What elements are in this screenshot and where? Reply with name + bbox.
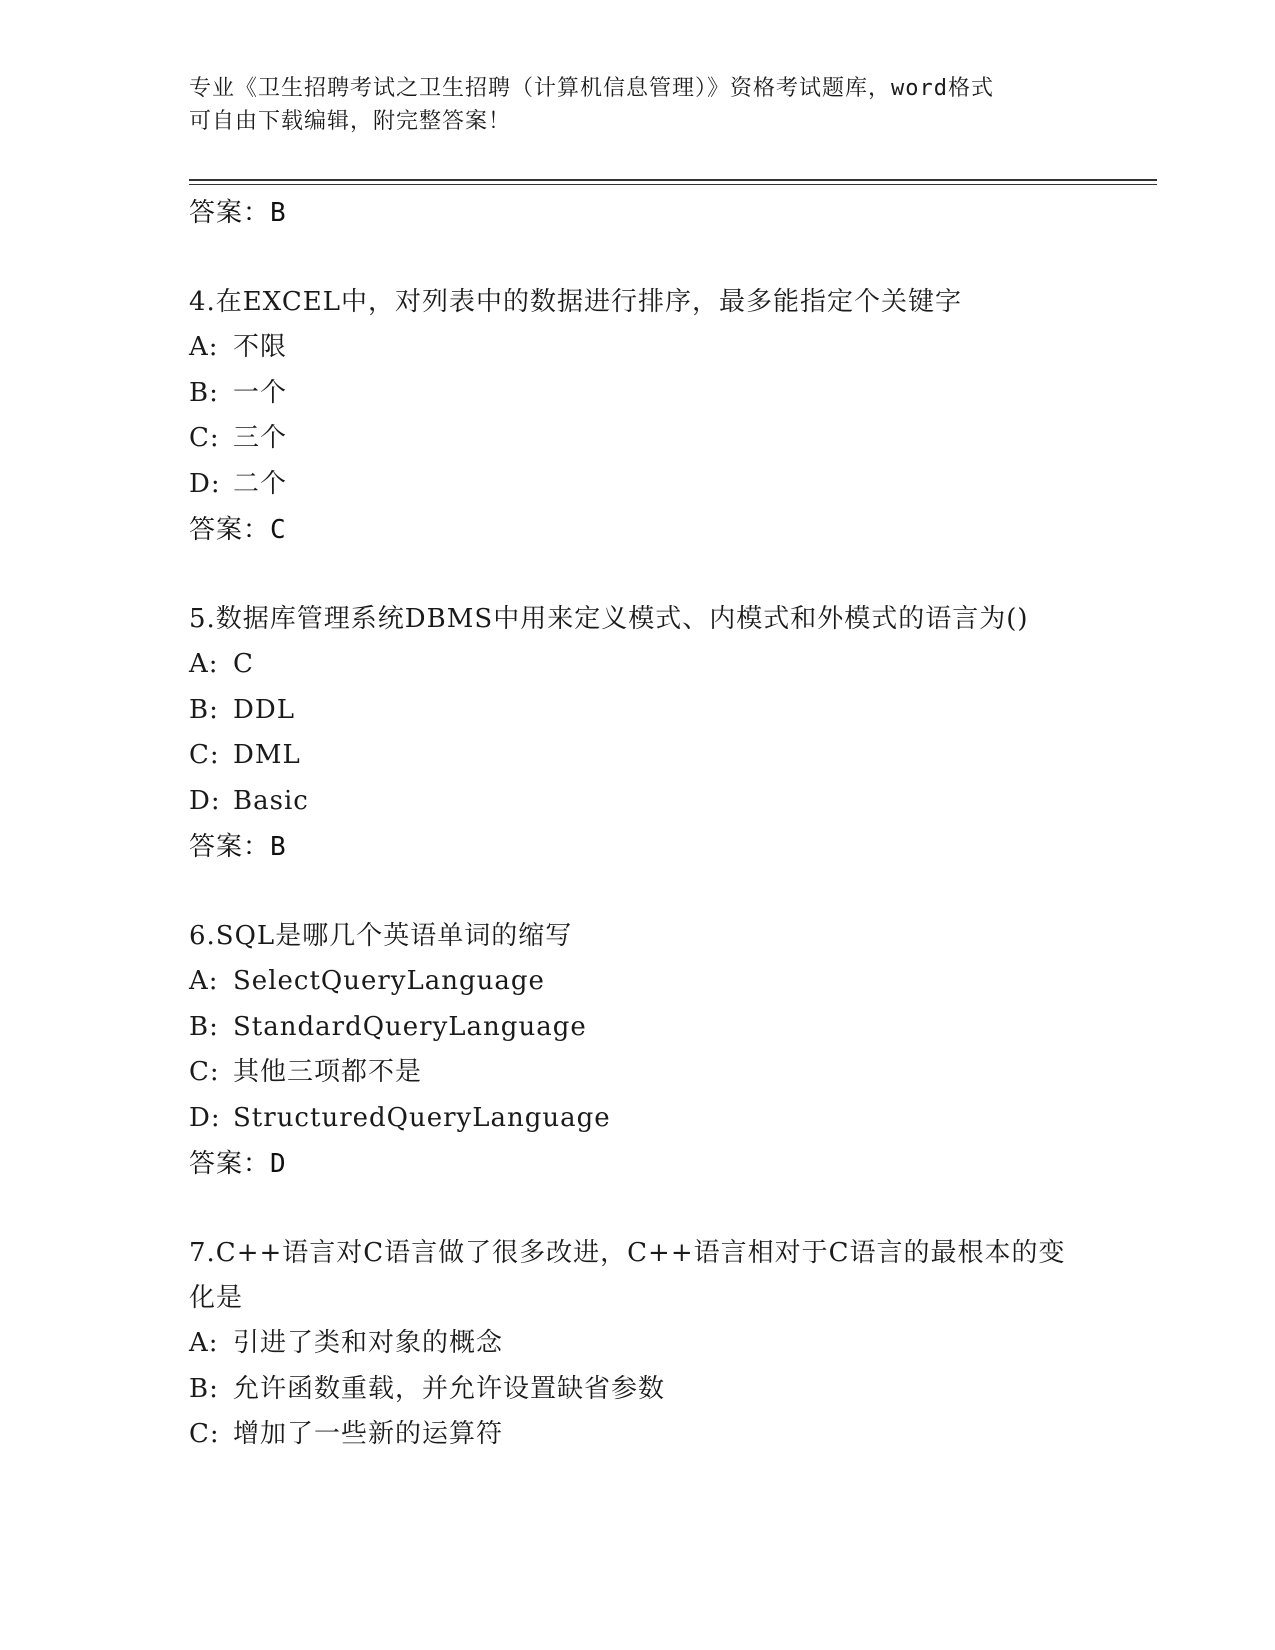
option-text: StandardQueryLanguage — [233, 1011, 587, 1042]
question-list — [189, 190, 1089, 1458]
spacer — [189, 1187, 1089, 1231]
option-letter: A: — [189, 332, 219, 362]
option-letter: C: — [189, 1057, 220, 1087]
option-text: 不限 — [233, 332, 288, 362]
option-letter: B: — [189, 1011, 219, 1042]
header-line-2: 可自由下载编辑，附完整答案！ — [189, 109, 512, 134]
option-text: 允许函数重载，并允许设置缺省参数 — [233, 1373, 666, 1404]
option-letter: A: — [189, 966, 219, 996]
question-7-option-a — [189, 1321, 1089, 1367]
option-text: 引进了类和对象的概念 — [233, 1328, 504, 1358]
question-7-option-b — [189, 1367, 1089, 1413]
option-letter: D: — [189, 1102, 221, 1133]
question-5-text: 5.数据库管理系统DBMS中用来定义模式、内模式和外模式的语言为() — [189, 604, 1029, 634]
option-letter: C: — [189, 1419, 220, 1449]
option-letter: B: — [189, 694, 219, 725]
spacer — [189, 236, 1089, 280]
question-4-option-a — [189, 325, 1089, 371]
question-4-option-b — [189, 371, 1089, 417]
option-text: DML — [233, 740, 301, 770]
option-letter: A: — [189, 1328, 219, 1358]
header-divider — [189, 179, 1157, 185]
option-letter: A: — [189, 649, 219, 679]
question-5-option-c — [189, 733, 1089, 779]
question-6-option-c — [189, 1050, 1089, 1096]
spacer — [189, 870, 1089, 914]
question-6-option-d — [189, 1096, 1089, 1142]
question-6-option-b — [189, 1005, 1089, 1051]
question-7-option-c — [189, 1412, 1089, 1458]
option-text: Basic — [233, 785, 309, 816]
answer-q6: 答案：D — [189, 1149, 287, 1179]
option-letter: D: — [189, 468, 221, 499]
question-6-option-a — [189, 959, 1089, 1005]
question-4-option-c — [189, 416, 1089, 462]
answer-q5: 答案：B — [189, 832, 287, 862]
question-4-text: 4.在EXCEL中，对列表中的数据进行排序，最多能指定个关键字 — [189, 287, 962, 317]
option-text: StructuredQueryLanguage — [233, 1102, 611, 1133]
option-text: SelectQueryLanguage — [233, 966, 545, 996]
question-7-text: 7.C++语言对C语言做了很多改进，C++语言相对于C语言的最根本的变化是 — [189, 1238, 1066, 1313]
option-text: 二个 — [233, 468, 288, 499]
spacer — [189, 553, 1089, 597]
question-6-text: 6.SQL是哪几个英语单词的缩写 — [189, 921, 573, 951]
option-text: 其他三项都不是 — [233, 1057, 423, 1087]
question-5-option-a — [189, 642, 1089, 688]
option-letter: B: — [189, 1373, 219, 1404]
option-text: C — [233, 649, 254, 679]
option-letter: D: — [189, 785, 221, 816]
option-letter: C: — [189, 423, 220, 453]
question-4-option-d — [189, 462, 1089, 508]
header-line-1: 专业《卫生招聘考试之卫生招聘（计算机信息管理）》资格考试题库，word格式 — [189, 76, 994, 101]
question-5-option-d — [189, 779, 1089, 825]
option-text: 一个 — [233, 377, 288, 408]
option-text: 三个 — [233, 423, 288, 453]
option-text: DDL — [233, 694, 295, 725]
question-5-option-b — [189, 688, 1089, 734]
document-header — [189, 72, 1069, 138]
option-letter: B: — [189, 377, 219, 408]
option-text: 增加了一些新的运算符 — [233, 1419, 504, 1449]
answer-q3: 答案：B — [189, 198, 287, 228]
option-letter: C: — [189, 740, 220, 770]
answer-q4: 答案：C — [189, 515, 287, 545]
